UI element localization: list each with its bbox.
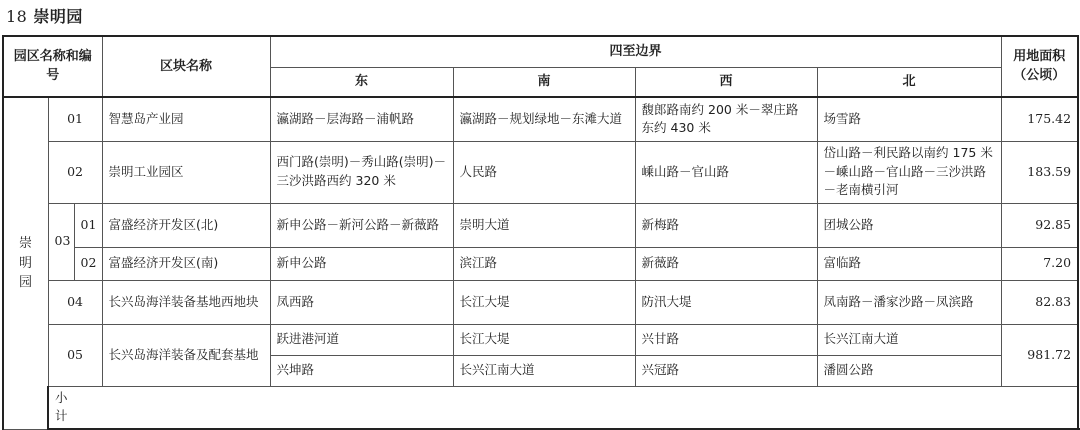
- header-area: 用地面积（公顷）: [1001, 36, 1078, 97]
- block-code: 02: [48, 141, 102, 203]
- north-boundary: 长兴江南大道: [817, 324, 1001, 355]
- north-boundary: 场雪路: [817, 97, 1001, 141]
- west-boundary: 新薇路: [635, 247, 817, 280]
- block-name: 智慧岛产业园: [102, 97, 270, 141]
- north-boundary: 团城公路: [817, 203, 1001, 247]
- area-value: 183.59: [1001, 141, 1078, 203]
- area-value: 82.83: [1001, 280, 1078, 324]
- block-code: 05: [48, 324, 102, 386]
- south-boundary: 长江大堤: [453, 324, 635, 355]
- west-boundary: 嵊山路－官山路: [635, 141, 817, 203]
- west-boundary: 兴冠路: [635, 355, 817, 386]
- section-number: 18: [6, 7, 28, 26]
- block-name: 长兴岛海洋装备及配套基地: [102, 324, 270, 386]
- east-boundary: 新申公路－新河公路－新薇路: [270, 203, 453, 247]
- subtotal-label: 小计: [48, 386, 74, 429]
- block-name: 崇明工业园区: [102, 141, 270, 203]
- north-boundary: 富临路: [817, 247, 1001, 280]
- header-south: 南: [453, 67, 635, 97]
- header-east: 东: [270, 67, 453, 97]
- north-boundary: 岱山路－利民路以南约 175 米－嵊山路－官山路－三沙洪路－老南横引河: [817, 141, 1001, 203]
- east-boundary: 瀛湖路－层海路－浦帆路: [270, 97, 453, 141]
- section-heading: [6, 4, 83, 27]
- table-row: [3, 324, 1078, 355]
- subtotal-spacer: [74, 386, 1078, 429]
- table-row: [3, 141, 1078, 203]
- table-row: [3, 97, 1078, 141]
- east-boundary: 西门路(崇明)－秀山路(崇明)－三沙洪路西约 320 米: [270, 141, 453, 203]
- east-boundary: 兴坤路: [270, 355, 453, 386]
- block-name: 富盛经济开发区(南): [102, 247, 270, 280]
- block-code: 01: [74, 203, 102, 247]
- area-value: 981.72: [1001, 324, 1078, 386]
- block-code: 01: [48, 97, 102, 141]
- block-name: 富盛经济开发区(北): [102, 203, 270, 247]
- east-boundary: 凤西路: [270, 280, 453, 324]
- south-boundary: 崇明大道: [453, 203, 635, 247]
- header-block-name: 区块名称: [102, 36, 270, 97]
- area-value: 92.85: [1001, 203, 1078, 247]
- header-park-code: 园区名称和编号: [3, 36, 102, 97]
- west-boundary: 防汛大堤: [635, 280, 817, 324]
- west-boundary: 馥郎路南约 200 米－翠庄路东约 430 米: [635, 97, 817, 141]
- block-code: 02: [74, 247, 102, 280]
- south-boundary: 长江大堤: [453, 280, 635, 324]
- north-boundary: 凤南路－潘家沙路－凤滨路: [817, 280, 1001, 324]
- north-boundary: 潘圆公路: [817, 355, 1001, 386]
- block-code: 04: [48, 280, 102, 324]
- header-boundaries: 四至边界: [270, 36, 1001, 67]
- subtotal-row: [3, 386, 1078, 429]
- south-boundary: 瀛湖路－规划绿地－东滩大道: [453, 97, 635, 141]
- area-value: 7.20: [1001, 247, 1078, 280]
- table-row: [3, 280, 1078, 324]
- south-boundary: 滨江路: [453, 247, 635, 280]
- park-name-cell: 崇 明 园: [3, 97, 48, 429]
- block-name: 长兴岛海洋装备基地西地块: [102, 280, 270, 324]
- header-row-1: [3, 36, 1078, 67]
- table-row: [3, 247, 1078, 280]
- header-north: 北: [817, 67, 1001, 97]
- area-value: 175.42: [1001, 97, 1078, 141]
- west-boundary: 兴甘路: [635, 324, 817, 355]
- east-boundary: 跃进港河道: [270, 324, 453, 355]
- section-title: 崇明园: [33, 7, 83, 26]
- table-row: [3, 203, 1078, 247]
- south-boundary: 长兴江南大道: [453, 355, 635, 386]
- header-west: 西: [635, 67, 817, 97]
- boundary-table: [2, 35, 1079, 430]
- group-code: 03: [48, 203, 74, 280]
- west-boundary: 新梅路: [635, 203, 817, 247]
- east-boundary: 新申公路: [270, 247, 453, 280]
- south-boundary: 人民路: [453, 141, 635, 203]
